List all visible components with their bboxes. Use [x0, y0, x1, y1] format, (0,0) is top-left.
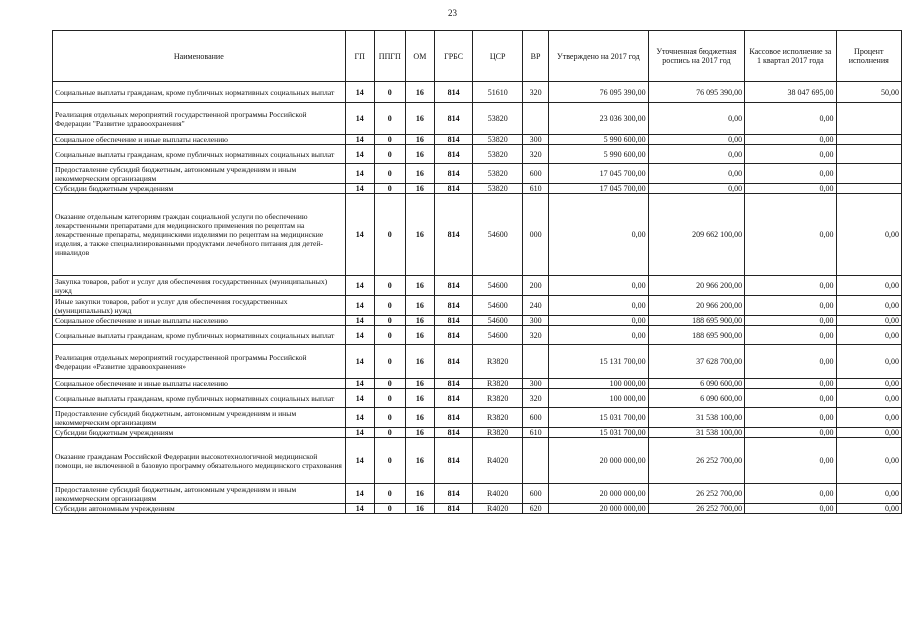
cell-grbs: 814 [434, 428, 472, 438]
cell-cash: 0,00 [745, 428, 836, 438]
cell-om: 16 [405, 484, 434, 504]
cell-refined: 31 538 100,00 [648, 408, 745, 428]
table-row [53, 379, 902, 389]
table-row [53, 194, 902, 276]
cell-vr: 320 [523, 389, 549, 408]
cell-cash: 38 047 695,00 [745, 82, 836, 103]
cell-cash: 0,00 [745, 103, 836, 135]
cell-grbs: 814 [434, 408, 472, 428]
cell-cash: 0,00 [745, 326, 836, 345]
cell-percent: 0,00 [836, 389, 902, 408]
cell-csr: 54600 [473, 316, 523, 326]
cell-refined: 26 252 700,00 [648, 504, 745, 514]
cell-vr: 600 [523, 484, 549, 504]
cell-gp: 14 [345, 296, 374, 316]
cell-csr: 53820 [473, 164, 523, 184]
cell-grbs: 814 [434, 276, 472, 296]
cell-gp: 14 [345, 428, 374, 438]
cell-percent: 0,00 [836, 194, 902, 276]
cell-ppgp: 0 [374, 194, 405, 276]
cell-refined: 188 695 900,00 [648, 326, 745, 345]
cell-name: Оказание гражданам Российской Федерации высокотехнологичной медицинской помощи, не включенной в базовую программу обязательного медицинского страхования [53, 438, 346, 484]
cell-percent [836, 103, 902, 135]
cell-vr: 000 [523, 194, 549, 276]
cell-ppgp: 0 [374, 316, 405, 326]
cell-name: Предоставление субсидий бюджетным, автономным учреждениям и иным некоммерческим организациям [53, 408, 346, 428]
cell-cash: 0,00 [745, 438, 836, 484]
cell-ppgp: 0 [374, 326, 405, 345]
cell-cash: 0,00 [745, 164, 836, 184]
cell-ppgp: 0 [374, 504, 405, 514]
cell-refined: 26 252 700,00 [648, 484, 745, 504]
cell-cash: 0,00 [745, 408, 836, 428]
cell-percent [836, 145, 902, 164]
cell-percent: 0,00 [836, 408, 902, 428]
cell-vr: 610 [523, 428, 549, 438]
table-row [53, 484, 902, 504]
cell-gp: 14 [345, 389, 374, 408]
cell-csr: R3820 [473, 389, 523, 408]
cell-name: Субсидии автономным учреждениям [53, 504, 346, 514]
cell-gp: 14 [345, 145, 374, 164]
cell-percent [836, 135, 902, 145]
cell-refined: 26 252 700,00 [648, 438, 745, 484]
cell-ppgp: 0 [374, 103, 405, 135]
cell-refined: 20 966 200,00 [648, 276, 745, 296]
cell-grbs: 814 [434, 389, 472, 408]
cell-csr: 54600 [473, 194, 523, 276]
cell-ppgp: 0 [374, 82, 405, 103]
cell-refined: 0,00 [648, 184, 745, 194]
cell-name: Субсидии бюджетным учреждениям [53, 184, 346, 194]
cell-vr: 620 [523, 504, 549, 514]
cell-name: Реализация отдельных мероприятий государственной программы Российской Федерации "Развитие здравоохранения" [53, 103, 346, 135]
cell-refined: 31 538 100,00 [648, 428, 745, 438]
cell-gp: 14 [345, 408, 374, 428]
table-row [53, 296, 902, 316]
cell-grbs: 814 [434, 145, 472, 164]
cell-ppgp: 0 [374, 145, 405, 164]
cell-grbs: 814 [434, 103, 472, 135]
cell-approved: 0,00 [549, 296, 649, 316]
cell-percent: 50,00 [836, 82, 902, 103]
cell-om: 16 [405, 345, 434, 379]
cell-gp: 14 [345, 194, 374, 276]
cell-gp: 14 [345, 316, 374, 326]
cell-om: 16 [405, 82, 434, 103]
cell-om: 16 [405, 438, 434, 484]
cell-ppgp: 0 [374, 276, 405, 296]
cell-refined: 6 090 600,00 [648, 389, 745, 408]
cell-name: Социальные выплаты гражданам, кроме публичных нормативных социальных выплат [53, 82, 346, 103]
page-number: 23 [448, 8, 457, 18]
cell-cash: 0,00 [745, 504, 836, 514]
table-row [53, 184, 902, 194]
cell-refined: 37 628 700,00 [648, 345, 745, 379]
cell-ppgp: 0 [374, 379, 405, 389]
cell-refined: 0,00 [648, 145, 745, 164]
cell-vr: 300 [523, 379, 549, 389]
cell-cash: 0,00 [745, 194, 836, 276]
cell-gp: 14 [345, 379, 374, 389]
cell-vr: 320 [523, 145, 549, 164]
header-approved: Утверждено на 2017 год [549, 31, 649, 82]
cell-name: Предоставление субсидий бюджетным, автономным учреждениям и иным некоммерческим организациям [53, 164, 346, 184]
cell-ppgp: 0 [374, 484, 405, 504]
cell-grbs: 814 [434, 296, 472, 316]
cell-cash: 0,00 [745, 145, 836, 164]
cell-grbs: 814 [434, 316, 472, 326]
header-vr: ВР [523, 31, 549, 82]
header-grbs: ГРБС [434, 31, 472, 82]
cell-csr: 51610 [473, 82, 523, 103]
table-row [53, 164, 902, 184]
cell-vr [523, 438, 549, 484]
cell-gp: 14 [345, 103, 374, 135]
cell-ppgp: 0 [374, 345, 405, 379]
cell-approved: 5 990 600,00 [549, 135, 649, 145]
cell-grbs: 814 [434, 345, 472, 379]
cell-vr: 320 [523, 326, 549, 345]
cell-approved: 20 000 000,00 [549, 438, 649, 484]
cell-refined: 6 090 600,00 [648, 379, 745, 389]
cell-refined: 20 966 200,00 [648, 296, 745, 316]
header-name: Наименование [53, 31, 346, 82]
cell-cash: 0,00 [745, 389, 836, 408]
cell-vr: 300 [523, 316, 549, 326]
cell-approved: 20 000 000,00 [549, 504, 649, 514]
cell-percent: 0,00 [836, 379, 902, 389]
cell-gp: 14 [345, 345, 374, 379]
header-row [53, 31, 902, 82]
cell-ppgp: 0 [374, 389, 405, 408]
table-row [53, 428, 902, 438]
cell-om: 16 [405, 389, 434, 408]
cell-gp: 14 [345, 82, 374, 103]
cell-om: 16 [405, 326, 434, 345]
table-row [53, 276, 902, 296]
cell-grbs: 814 [434, 164, 472, 184]
table-row [53, 326, 902, 345]
cell-csr: R3820 [473, 379, 523, 389]
cell-om: 16 [405, 164, 434, 184]
cell-gp: 14 [345, 438, 374, 484]
cell-refined: 0,00 [648, 135, 745, 145]
cell-vr [523, 345, 549, 379]
cell-name: Иные закупки товаров, работ и услуг для обеспечения государственных (муниципальных) нужд [53, 296, 346, 316]
cell-name: Предоставление субсидий бюджетным, автономным учреждениям и иным некоммерческим организациям [53, 484, 346, 504]
cell-csr: 53820 [473, 145, 523, 164]
budget-table [52, 30, 902, 514]
header-ppgp: ППГП [374, 31, 405, 82]
cell-percent: 0,00 [836, 326, 902, 345]
header-percent: Процент исполнения [836, 31, 902, 82]
cell-csr: 53820 [473, 135, 523, 145]
cell-vr: 240 [523, 296, 549, 316]
table-row [53, 438, 902, 484]
cell-csr: R4020 [473, 484, 523, 504]
table-row [53, 103, 902, 135]
table-row [53, 316, 902, 326]
cell-approved: 100 000,00 [549, 379, 649, 389]
table-row [53, 135, 902, 145]
cell-approved: 20 000 000,00 [549, 484, 649, 504]
cell-refined: 209 662 100,00 [648, 194, 745, 276]
cell-gp: 14 [345, 484, 374, 504]
cell-csr: 54600 [473, 326, 523, 345]
cell-csr: 53820 [473, 103, 523, 135]
cell-cash: 0,00 [745, 345, 836, 379]
cell-name: Оказание отдельным категориям граждан социальной услуги по обеспечению лекарственными препаратами для медицинского применения по рецептам на лекарственные препараты, медицинскими изделиями по рецептам на медицинские изделия, а также специализированными продуктами лечебного питания для детей-инвалидов [53, 194, 346, 276]
table-row [53, 389, 902, 408]
cell-percent: 0,00 [836, 316, 902, 326]
table-row [53, 345, 902, 379]
cell-ppgp: 0 [374, 428, 405, 438]
cell-refined: 76 095 390,00 [648, 82, 745, 103]
cell-refined: 0,00 [648, 164, 745, 184]
cell-grbs: 814 [434, 326, 472, 345]
cell-vr [523, 103, 549, 135]
cell-grbs: 814 [434, 135, 472, 145]
cell-refined: 0,00 [648, 103, 745, 135]
cell-ppgp: 0 [374, 438, 405, 484]
cell-approved: 100 000,00 [549, 389, 649, 408]
cell-name: Социальное обеспечение и иные выплаты населению [53, 316, 346, 326]
cell-om: 16 [405, 296, 434, 316]
header-csr: ЦСР [473, 31, 523, 82]
cell-grbs: 814 [434, 438, 472, 484]
cell-vr: 610 [523, 184, 549, 194]
table-row [53, 504, 902, 514]
cell-name: Социальное обеспечение и иные выплаты населению [53, 379, 346, 389]
cell-ppgp: 0 [374, 135, 405, 145]
cell-percent [836, 184, 902, 194]
cell-approved: 0,00 [549, 316, 649, 326]
cell-percent: 0,00 [836, 504, 902, 514]
cell-csr: R4020 [473, 438, 523, 484]
cell-percent: 0,00 [836, 345, 902, 379]
header-refined: Уточненная бюджетная роспись на 2017 год [648, 31, 745, 82]
cell-ppgp: 0 [374, 296, 405, 316]
cell-cash: 0,00 [745, 296, 836, 316]
cell-om: 16 [405, 145, 434, 164]
cell-approved: 0,00 [549, 276, 649, 296]
cell-vr: 300 [523, 135, 549, 145]
cell-cash: 0,00 [745, 184, 836, 194]
cell-approved: 0,00 [549, 326, 649, 345]
cell-ppgp: 0 [374, 408, 405, 428]
cell-grbs: 814 [434, 379, 472, 389]
cell-csr: R3820 [473, 428, 523, 438]
header-om: ОМ [405, 31, 434, 82]
cell-approved: 76 095 390,00 [549, 82, 649, 103]
cell-csr: 54600 [473, 296, 523, 316]
cell-name: Социальное обеспечение и иные выплаты населению [53, 135, 346, 145]
cell-gp: 14 [345, 135, 374, 145]
cell-csr: 53820 [473, 184, 523, 194]
cell-refined: 188 695 900,00 [648, 316, 745, 326]
cell-name: Реализация отдельных мероприятий государственной программы Российской Федерации «Развитие здравоохранения» [53, 345, 346, 379]
cell-approved: 17 045 700,00 [549, 184, 649, 194]
cell-ppgp: 0 [374, 184, 405, 194]
cell-percent: 0,00 [836, 484, 902, 504]
cell-om: 16 [405, 184, 434, 194]
cell-om: 16 [405, 135, 434, 145]
cell-om: 16 [405, 379, 434, 389]
cell-percent: 0,00 [836, 428, 902, 438]
cell-vr: 320 [523, 82, 549, 103]
table-row [53, 82, 902, 103]
cell-vr: 600 [523, 408, 549, 428]
cell-name: Субсидии бюджетным учреждениям [53, 428, 346, 438]
cell-grbs: 814 [434, 82, 472, 103]
cell-grbs: 814 [434, 184, 472, 194]
cell-approved: 23 036 300,00 [549, 103, 649, 135]
cell-percent: 0,00 [836, 438, 902, 484]
cell-approved: 17 045 700,00 [549, 164, 649, 184]
cell-gp: 14 [345, 504, 374, 514]
cell-percent: 0,00 [836, 276, 902, 296]
cell-gp: 14 [345, 184, 374, 194]
cell-approved: 15 131 700,00 [549, 345, 649, 379]
cell-cash: 0,00 [745, 484, 836, 504]
cell-percent [836, 164, 902, 184]
table-row [53, 145, 902, 164]
cell-name: Социальные выплаты гражданам, кроме публичных нормативных социальных выплат [53, 389, 346, 408]
cell-approved: 15 031 700,00 [549, 408, 649, 428]
cell-cash: 0,00 [745, 316, 836, 326]
cell-om: 16 [405, 276, 434, 296]
cell-name: Закупка товаров, работ и услуг для обеспечения государственных (муниципальных) нужд [53, 276, 346, 296]
cell-om: 16 [405, 316, 434, 326]
cell-cash: 0,00 [745, 135, 836, 145]
cell-csr: 54600 [473, 276, 523, 296]
cell-om: 16 [405, 194, 434, 276]
cell-approved: 5 990 600,00 [549, 145, 649, 164]
cell-gp: 14 [345, 326, 374, 345]
cell-name: Социальные выплаты гражданам, кроме публичных нормативных социальных выплат [53, 326, 346, 345]
cell-csr: R4020 [473, 504, 523, 514]
cell-approved: 15 031 700,00 [549, 428, 649, 438]
cell-vr: 600 [523, 164, 549, 184]
cell-grbs: 814 [434, 194, 472, 276]
table-row [53, 408, 902, 428]
cell-percent: 0,00 [836, 296, 902, 316]
cell-name: Социальные выплаты гражданам, кроме публичных нормативных социальных выплат [53, 145, 346, 164]
table-body [53, 82, 902, 514]
cell-csr: R3820 [473, 345, 523, 379]
header-gp: ГП [345, 31, 374, 82]
cell-cash: 0,00 [745, 379, 836, 389]
cell-csr: R3820 [473, 408, 523, 428]
cell-om: 16 [405, 408, 434, 428]
cell-om: 16 [405, 103, 434, 135]
cell-grbs: 814 [434, 504, 472, 514]
cell-ppgp: 0 [374, 164, 405, 184]
cell-om: 16 [405, 428, 434, 438]
cell-om: 16 [405, 504, 434, 514]
cell-gp: 14 [345, 276, 374, 296]
cell-vr: 200 [523, 276, 549, 296]
header-cash: Кассовое исполнение за 1 квартал 2017 года [745, 31, 836, 82]
cell-gp: 14 [345, 164, 374, 184]
cell-approved: 0,00 [549, 194, 649, 276]
cell-cash: 0,00 [745, 276, 836, 296]
cell-grbs: 814 [434, 484, 472, 504]
